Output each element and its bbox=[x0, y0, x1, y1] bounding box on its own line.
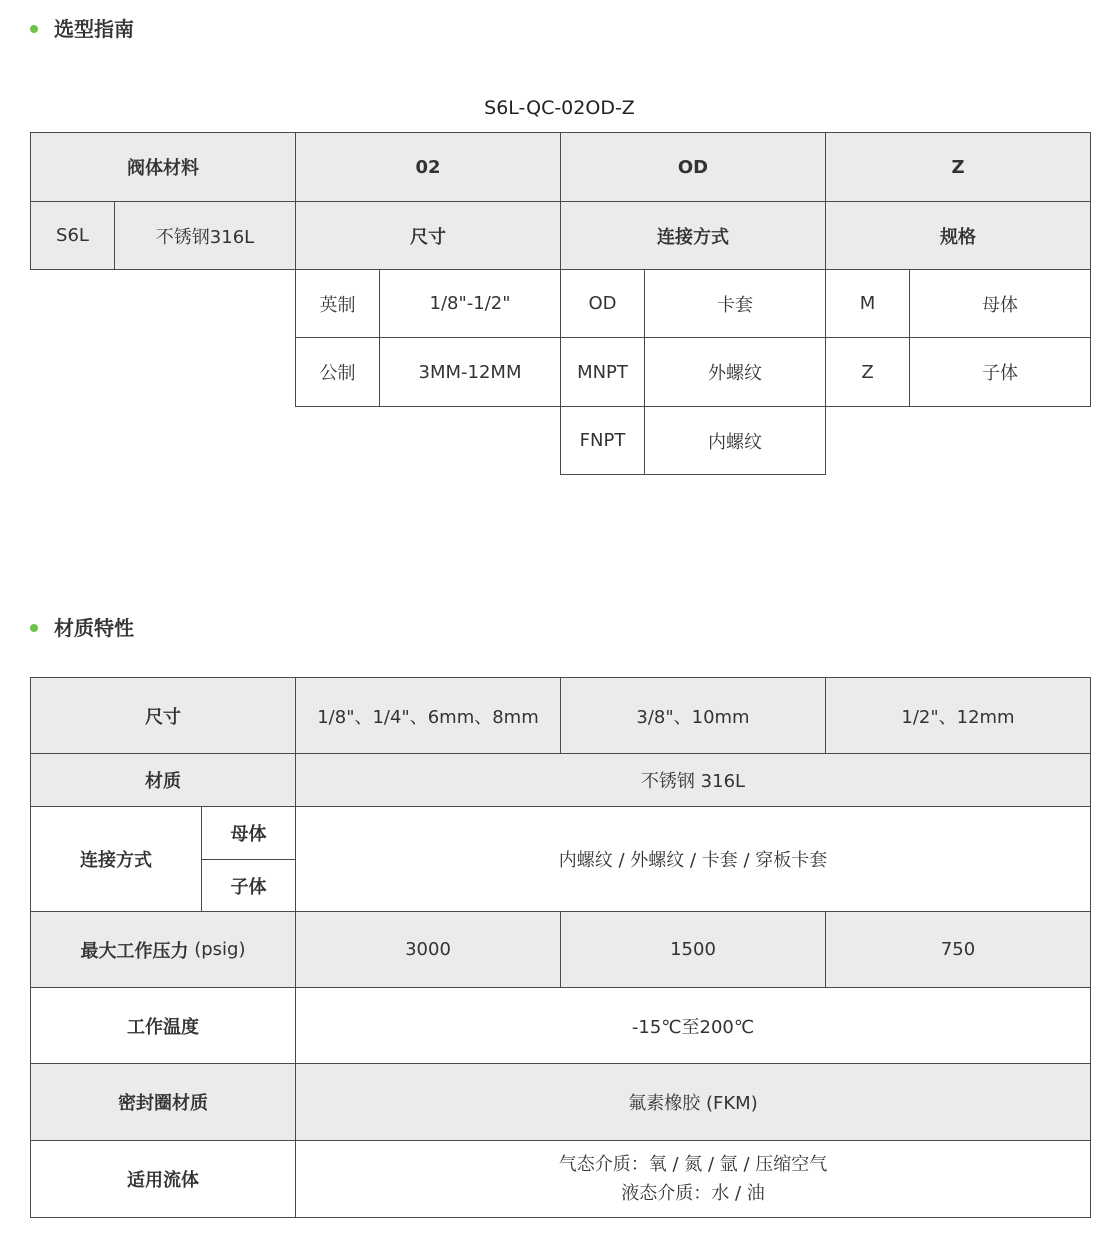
section-title-text: 材质特性 bbox=[54, 616, 134, 640]
male-label: 子体 bbox=[201, 859, 296, 912]
material-row-label: 材质 bbox=[30, 753, 296, 807]
size-row-label: 尺寸 bbox=[30, 677, 296, 754]
header-size-code: 02 bbox=[295, 132, 561, 202]
connection-row-label: 连接方式 bbox=[30, 806, 202, 912]
mnpt-code: MNPT bbox=[560, 337, 645, 407]
pressure-value: 750 bbox=[825, 911, 1091, 988]
size-value: 3/8"、10mm bbox=[560, 677, 826, 754]
fluid-gas-line: 气态介质：氧 / 氮 / 氩 / 压缩空气 bbox=[558, 1154, 828, 1175]
m-name: 母体 bbox=[909, 269, 1091, 338]
header-spec-code: Z bbox=[825, 132, 1091, 202]
pressure-label-text: 最大工作压力 bbox=[80, 940, 189, 962]
pressure-value: 1500 bbox=[560, 911, 826, 988]
bullet-dot-icon bbox=[30, 25, 38, 33]
z-name: 子体 bbox=[909, 337, 1091, 407]
m-code: M bbox=[825, 269, 910, 338]
fnpt-code: FNPT bbox=[560, 406, 645, 475]
material-value: 不锈钢 316L bbox=[295, 753, 1091, 807]
fnpt-name: 内螺纹 bbox=[644, 406, 826, 475]
od-code: OD bbox=[560, 269, 645, 338]
metric-label: 公制 bbox=[295, 337, 380, 407]
fluid-value bbox=[295, 1140, 1091, 1218]
pressure-unit: (psig) bbox=[188, 939, 246, 960]
imperial-label: 英制 bbox=[295, 269, 380, 338]
spec-label: 规格 bbox=[825, 201, 1091, 270]
pressure-row-label bbox=[30, 911, 296, 988]
temperature-value: -15℃至200℃ bbox=[295, 987, 1091, 1064]
size-value: 1/8"、1/4"、6mm、8mm bbox=[295, 677, 561, 754]
connection-label: 连接方式 bbox=[560, 201, 826, 270]
fluid-liquid-line: 液态介质：水 / 油 bbox=[621, 1183, 765, 1204]
pressure-value: 3000 bbox=[295, 911, 561, 988]
size-value: 1/2"、12mm bbox=[825, 677, 1091, 754]
od-name: 卡套 bbox=[644, 269, 826, 338]
connection-value: 内螺纹 / 外螺纹 / 卡套 / 穿板卡套 bbox=[295, 806, 1091, 912]
model-code: S6L-QC-02OD-Z bbox=[484, 97, 635, 119]
section-title-selection bbox=[30, 15, 134, 43]
section-title-material bbox=[30, 614, 134, 642]
female-label: 母体 bbox=[201, 806, 296, 860]
metric-range: 3MM-12MM bbox=[379, 337, 561, 407]
seal-row-label: 密封圈材质 bbox=[30, 1063, 296, 1141]
fluid-row-label: 适用流体 bbox=[30, 1140, 296, 1218]
z-code: Z bbox=[825, 337, 910, 407]
section-title-text: 选型指南 bbox=[54, 17, 134, 41]
mnpt-name: 外螺纹 bbox=[644, 337, 826, 407]
header-connection-code: OD bbox=[560, 132, 826, 202]
header-valve-material: 阀体材料 bbox=[30, 132, 296, 202]
material-name: 不锈钢316L bbox=[114, 201, 296, 270]
material-code: S6L bbox=[30, 201, 115, 270]
imperial-range: 1/8"-1/2" bbox=[379, 269, 561, 338]
temperature-row-label: 工作温度 bbox=[30, 987, 296, 1064]
seal-value: 氟素橡胶 (FKM) bbox=[295, 1063, 1091, 1141]
bullet-dot-icon bbox=[30, 624, 38, 632]
size-label: 尺寸 bbox=[295, 201, 561, 270]
